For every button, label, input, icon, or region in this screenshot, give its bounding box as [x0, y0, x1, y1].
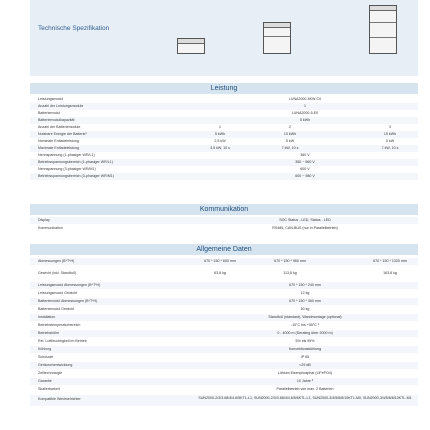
spec-row: Anzahl der Leistungsmodule 1 — [30, 103, 418, 110]
spec-row: Nutzbare Energie der Batterie¹ 5 kWh 10 kWh 15 kWh — [30, 131, 418, 138]
product-image-3-modules — [369, 5, 397, 54]
product-image-2-modules — [263, 22, 291, 54]
spec-row: Batteriemodulkapazität 5 kWh — [30, 117, 418, 124]
spec-row: Anzahl der Batteriemodule 1 2 3 — [38, 125, 391, 129]
spec-row: Leistungsmodul LUNA2000-5KW-C0 — [38, 97, 322, 101]
spec-row: Installation Standfuß (standard), Wandmontage (optional) — [30, 314, 418, 321]
spec-row: Batteriemodul LUNA2000-5-E0 — [38, 111, 319, 115]
section-heading-leistung: Leistung — [30, 83, 418, 94]
spec-row: Zelltechnologie Lithium Eisenphosphat (LiFePO4) — [38, 371, 332, 375]
spec-row: Kompatible Wechselrichter SUN2000-2/3/3.68/4/4.6/5KTL-L1, SUN2000-2/3/3.68/4/4.6/5/6KTL-L1, SUN2000-3/4/5/6/8/10KTL-M0, SUN2000-3/4/5/6/8/10KTL-M1 — [30, 395, 418, 406]
spec-row: Batteriemodul Abmessungen (B*T*H) 670 * 150 * 360 mm — [30, 298, 418, 305]
spec-row: Nominale Entladeleistung 2,5 kW 5 kW 5 kW — [38, 139, 395, 143]
spec-row: Betriebsspannungsbereich (1-phasiger WR/L1) 350 ~ 560 V — [30, 159, 418, 166]
spec-row: Nennspannung (3-phasiger WR/M1) 600 V — [38, 167, 310, 171]
spec-row: Leistungsmodul Gewicht 12 kg — [38, 291, 310, 295]
spec-row: Kühlung Konvektionskühlung — [30, 346, 418, 353]
product-image-1-module — [177, 38, 205, 54]
spec-row: Betriebstemperaturbereich -10°C bis +55°C ² — [38, 323, 320, 327]
spec-row: Betriebsspannungsbereich (3-phasiger WR/M1) 600 ~ 980 V — [30, 173, 418, 180]
spec-row: Schutzart IP 65 — [38, 355, 310, 359]
spec-row: Abmessungen (B*T*H) 670 * 150 * 600 mm 670 * 150 * 960 mm 670 * 150 * 1320 mm — [30, 258, 418, 265]
spec-row: Batteriemodul Gewicht 50 kg — [38, 307, 310, 311]
spec-row: Nennspannung (1-phasiger WR/L1) 360 V — [38, 153, 310, 157]
spec-row: Maximale Entladeleistung 3,5 kW, 10 s 7 kW, 10 s 7 kW, 10 s — [30, 145, 418, 152]
spec-row: Display SOC Status - LED, Status - LED — [30, 217, 418, 224]
spec-row: Gewicht (inkl. Standfuß) 63,8 kg 113,8 kg 163,8 kg — [38, 271, 397, 275]
spec-row: Geräuschentwicklung <29 dB — [30, 362, 418, 369]
spec-row: Betriebshöhe 0 - 4000 m (Derating über 2000 m) — [30, 330, 418, 337]
spec-row: Skalierbarkeit Parallelbetrieb von max. 2 Batterien — [38, 387, 334, 391]
section-heading-kommunikation: Kommunikation — [30, 204, 418, 215]
spec-row: Garantie 10 Jahre ³ — [30, 378, 418, 385]
section-heading-allgemein: Allgemeine Daten — [30, 244, 418, 255]
page-title: Technische Spezifikation — [38, 25, 110, 32]
spec-header — [30, 0, 418, 76]
spec-row: Kommunikation RS485, CAN-BUS (nur in Parallelbetrieb) — [38, 226, 338, 230]
spec-row: Rel. Luftfeuchtigkeit im Betrieb 5% bis 95% — [38, 339, 315, 343]
spec-row: Leistungsmodul Abmessungen (B*T*H) 670 * 150 * 240 mm — [30, 282, 418, 289]
